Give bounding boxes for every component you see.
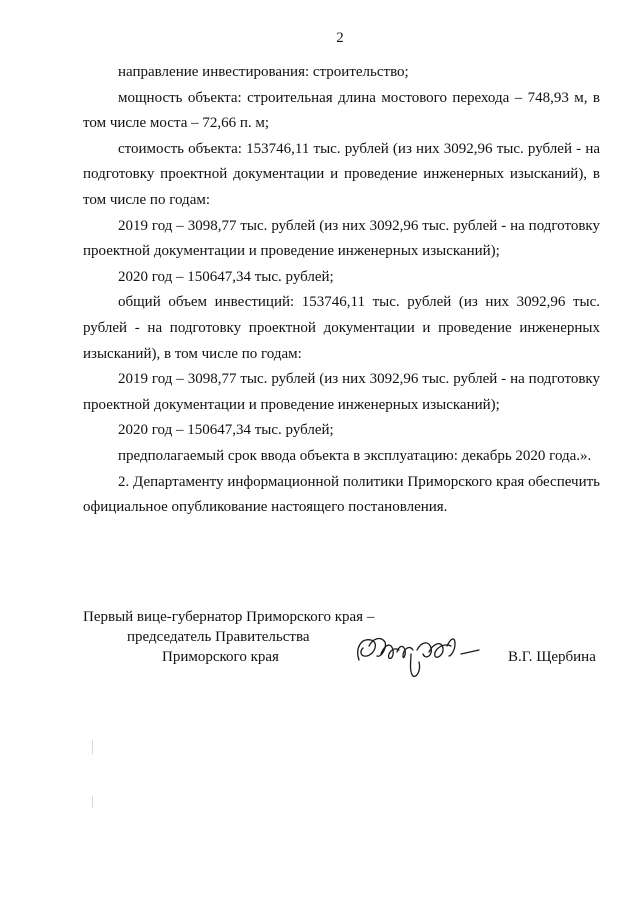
paragraph-commissioning-date: предполагаемый срок ввода объекта в эксплуатацию: декабрь 2020 года.». — [118, 447, 592, 464]
paragraph-cost-2019: 2019 год – 3098,77 тыс. рублей (из них 3092,96 тыс. рублей - на подготовку проектной документации и проведение инженерных изысканий); — [83, 217, 600, 260]
paragraph-publication-order: 2. Департаменту информационной политики Приморского края обеспечить официальное опубликование настоящего постановления. — [83, 473, 600, 516]
page-number: 2 — [336, 30, 344, 46]
margin-mark — [92, 796, 93, 808]
signatory-title-line-3: Приморского края — [162, 649, 279, 665]
signatory-title-line-1: Первый вице-губернатор Приморского края – — [83, 609, 375, 625]
paragraph-investment-2020: 2020 год – 150647,34 тыс. рублей; — [118, 422, 334, 439]
handwritten-signature — [351, 620, 501, 680]
signatory-title-line-2: председатель Правительства — [127, 629, 310, 645]
margin-mark — [92, 740, 93, 754]
paragraph-investment-2019: 2019 год – 3098,77 тыс. рублей (из них 3092,96 тыс. рублей - на подготовку проектной документации и проведение инженерных изысканий); — [83, 371, 600, 413]
signature-block — [83, 608, 603, 688]
paragraph-object-capacity: мощность объекта: строительная длина мостового перехода – 748,93 м, в том числе моста – 72,66 п. м; — [83, 89, 600, 132]
signatory-name: В.Г. Щербина — [508, 649, 596, 665]
paragraph-investment-direction: направление инвестирования: строительство; — [118, 64, 409, 80]
paragraph-object-cost: стоимость объекта: 153746,11 тыс. рублей (из них 3092,96 тыс. рублей - на подготовку проектной документации и проведение инженерных изысканий), в том числе по годам: — [83, 140, 600, 208]
document-body — [83, 60, 600, 521]
paragraph-total-investment: общий объем инвестиций: 153746,11 тыс. рублей (из них 3092,96 тыс. рублей - на подготовку проектной документации и проведение инженерных изысканий), в том числе по годам: — [83, 294, 600, 362]
paragraph-cost-2020: 2020 год – 150647,34 тыс. рублей; — [118, 268, 334, 285]
